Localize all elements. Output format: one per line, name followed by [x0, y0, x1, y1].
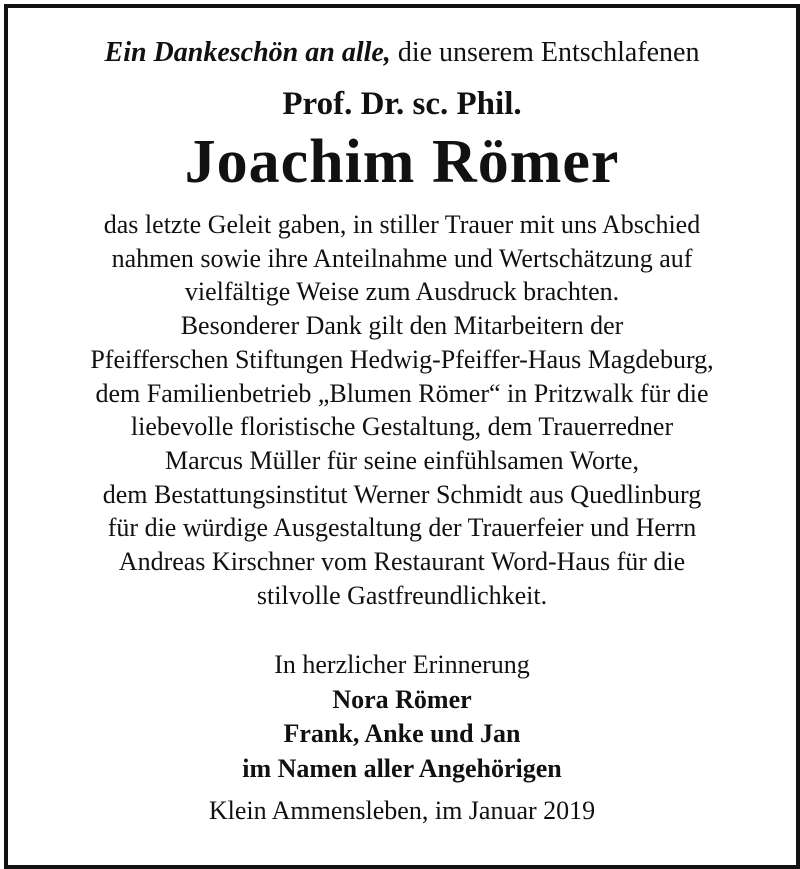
signer-name: Frank, Anke und Jan — [283, 719, 521, 749]
thanks-body — [8, 208, 796, 612]
body-line: Marcus Müller für seine einfühlsamen Worte, — [165, 445, 639, 475]
body-line: Andreas Kirschner vom Restaurant Word-Haus für die — [118, 547, 686, 577]
signature-block — [8, 648, 796, 786]
body-line: vielfältige Weise zum Ausdruck brachten. — [184, 277, 620, 307]
body-line: das letzte Geleit gaben, in stiller Trauer mit uns Abschied — [103, 210, 701, 239]
body-line: Pfeifferschen Stiftungen Hedwig-Pfeiffer-Haus Magdeburg, — [90, 344, 714, 374]
body-line: dem Bestattungsinstitut Werner Schmidt aus Quedlinburg — [102, 479, 702, 509]
signer-name: Nora Römer — [332, 684, 472, 714]
body-line: stilvolle Gastfreundlichkeit. — [256, 580, 548, 610]
signer-name: im Namen aller Angehörigen — [242, 753, 562, 783]
body-line: für die würdige Ausgestaltung der Trauerfeier und Herrn — [107, 513, 697, 543]
intro-lead: Ein Dankeschön an alle, — [104, 37, 391, 68]
place-date: Klein Ammensleben, im Januar 2019 — [208, 796, 596, 826]
closing-phrase: In herzlicher Erinnerung — [274, 650, 530, 680]
body-line: dem Familienbetrieb „Blumen Römer“ in Pritzwalk für die — [95, 378, 709, 408]
academic-title: Prof. Dr. sc. Phil. — [282, 86, 522, 122]
body-line: liebevolle floristische Gestaltung, dem Trauerredner — [130, 412, 674, 442]
deceased-name: Joachim Römer — [184, 128, 620, 196]
obituary-thanks-notice — [8, 8, 796, 828]
notice-border — [4, 4, 800, 869]
intro-rest: die unserem Entschlafenen — [390, 37, 700, 68]
body-line: nahmen sowie ihre Anteilnahme und Wertschätzung auf — [111, 243, 693, 273]
body-line: Besonderer Dank gilt den Mitarbeitern der — [180, 311, 624, 341]
intro-line — [8, 36, 796, 70]
